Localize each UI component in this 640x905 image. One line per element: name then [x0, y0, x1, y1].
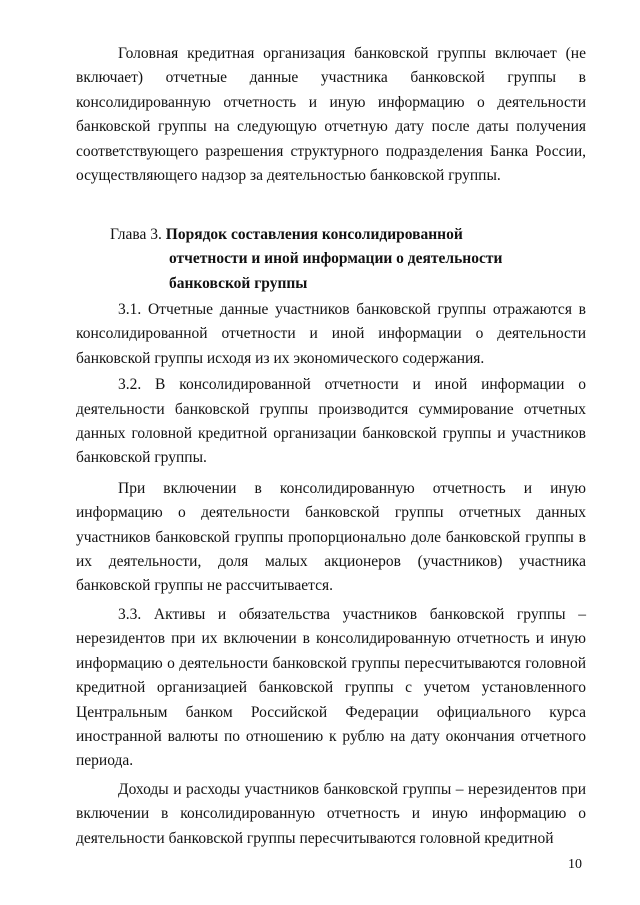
- chapter-title-line-3: банковской группы: [169, 274, 308, 292]
- paragraph-3-1: 3.1. Отчетные данные участников банковской группы отражаются в консолидированной отчетности и иной информации о деятельности банковской группы исходя из их экономического содержания.: [76, 301, 586, 367]
- chapter-heading: [110, 223, 530, 296]
- chapter-title-line-2: отчетности и иной информации о деятельности: [169, 250, 503, 268]
- paragraph-3-2: 3.2. В консолидированной отчетности и иной информации о деятельности банковской группы производится суммирование отчетных данных головной кредитной организации банковской группы и участников банковской группы.: [76, 376, 586, 467]
- body-section: [76, 298, 586, 851]
- intro-section: [76, 42, 586, 188]
- chapter-number: Глава 3.: [110, 226, 162, 243]
- paragraph-3-3-b: Доходы и расходы участников банковской группы – нерезидентов при включении в консолидированную отчетность и иную информацию о деятельности банковской группы пересчитываются головной кредитной: [76, 780, 586, 847]
- paragraph-intro: Головная кредитная организация банковской группы включает (не включает) отчетные данные участника банковской группы в консолидированную отчетность и иную информацию о деятельности банковской группы на следующую отчетную дату после даты получения соответствующего разрешения структурного подразделения Банка России, осуществляющего надзор за деятельностью банковской группы.: [76, 45, 586, 185]
- page-number: 10: [568, 857, 582, 872]
- paragraph-3-3: 3.3. Активы и обязательства участников банковской группы – нерезидентов при их включении в консолидированную отчетность и иную информацию о деятельности банковской группы пересчитываются головной кредитной организацией банковской группы с учетом установленного Центральным банком Российской Федерации официального курса иностранной валюты по отношению к рублю на дату окончания отчетного периода.: [76, 605, 586, 770]
- paragraph-3-2-b: При включении в консолидированную отчетность и иную информацию о деятельности банковской группы отчетных данных участников банковской группы пропорционально доле банковской группы в их деятельности, доля малых акционеров (участников) участника банковской группы не рассчитывается.: [76, 479, 586, 595]
- chapter-title-line-1: Порядок составления консолидированной: [165, 226, 463, 243]
